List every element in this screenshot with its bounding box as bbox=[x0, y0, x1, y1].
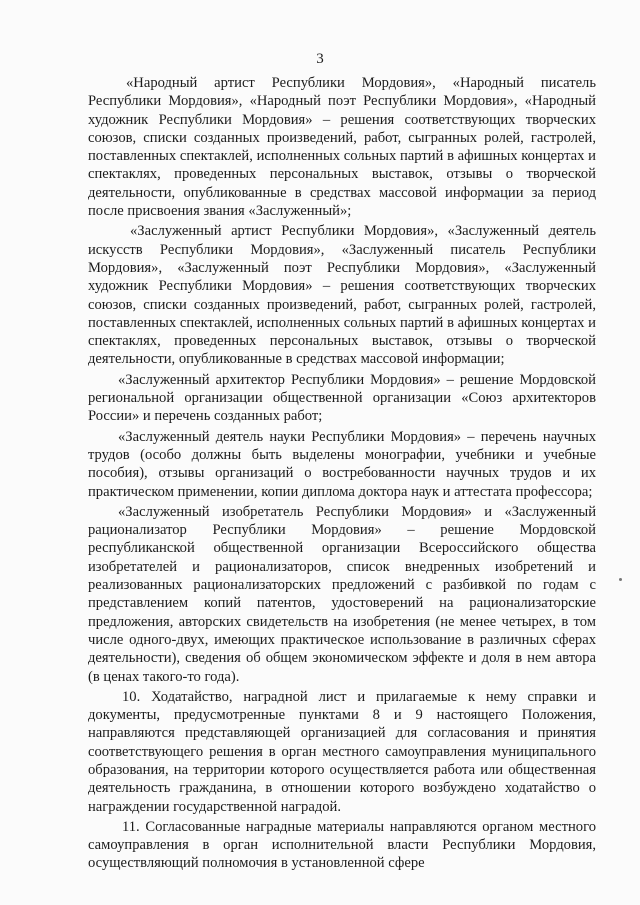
paragraph-honored-architect: «Заслуженный архитектор Республики Мордовия» – решение Мордовской региональной организации общественной организации «Союз архитекторов России» и перечень созданных работ; bbox=[88, 371, 596, 425]
scan-dot-mark bbox=[619, 578, 622, 581]
paragraph-honored-scientist: «Заслуженный деятель науки Республики Мордовия» – перечень научных трудов (особо должны быть выделены монографии, учебники и учебные пособия), отзывы организаций о востребованности научных трудов и их практическом применении, копии диплома доктора наук и аттестата профессора; bbox=[88, 428, 596, 500]
paragraph-people-titles: «Народный артист Республики Мордовия», «Народный писатель Республики Мордовия», «Народный поэт Республики Мордовия», «Народный художник Республики Мордовия» – решения соответствующих творческих союзов, списки созданных произведений, работ, сыгранных ролей, гастролей, поставленных спектаклей, исполненных сольных партий в афишных концертах и спектаклях, проведенных персональных выставок, отзывы о творческой деятельности, опубликованные в средствах массовой информации за период после присвоения звания «Заслуженный»; bbox=[88, 75, 596, 220]
paragraph-honored-artist-titles: «Заслуженный артист Республики Мордовия», «Заслуженный деятель искусств Республики Мордовия», «Заслуженный писатель Республики Мордовия», «Заслуженный поэт Республики Мордовия», «Заслуженный художник Республики Мордовия» – решения соответствующих творческих союзов, списки созданных произведений, работ, сыгранных ролей, гастролей, поставленных спектаклей, исполненных сольных партий в афишных концертах и спектаклях, проведенных персональных выставок, отзывы о творческой деятельности, опубликованные в средствах массовой информации; bbox=[88, 223, 596, 368]
paragraph-honored-inventor: «Заслуженный изобретатель Республики Мордовия» и «Заслуженный рационализатор Республики Мордовия» – решение Мордовской республиканской общественной организации Всероссийского общества изобретателей и рационализаторов, список внедренных изобретений и реализованных рационализаторских предложений с разбивкой по годам с представлением копий патентов, удостоверений на рационализаторские предложения, авторских свидетельств на изобретения (не менее четырех, в том числе одного-двух, имеющих практическое использование в различных сферах деятельности), сведения об общем экономическом эффекте и доля в нем автора (в ценах такого-то года). bbox=[88, 503, 596, 685]
paragraph-item-11: 11. Согласованные наградные материалы направляются органом местного самоуправления в орган исполнительной власти Республики Мордовия, осуществляющий полномочия в установленной сфере bbox=[88, 818, 596, 872]
paragraph-item-10: 10. Ходатайство, наградной лист и прилагаемые к нему справки и документы, предусмотренные пунктами 8 и 9 настоящего Положения, направляются представляющей организацией для согласования и принятия соответствующего решения в орган местного самоуправления муниципального образования, на территории которого осуществляется работа или общественная деятельность гражданина, в отношении которого возбуждено ходатайство о награждении государственной наградой. bbox=[88, 688, 596, 815]
page-number: 3 bbox=[316, 51, 324, 67]
document-body bbox=[88, 74, 596, 873]
